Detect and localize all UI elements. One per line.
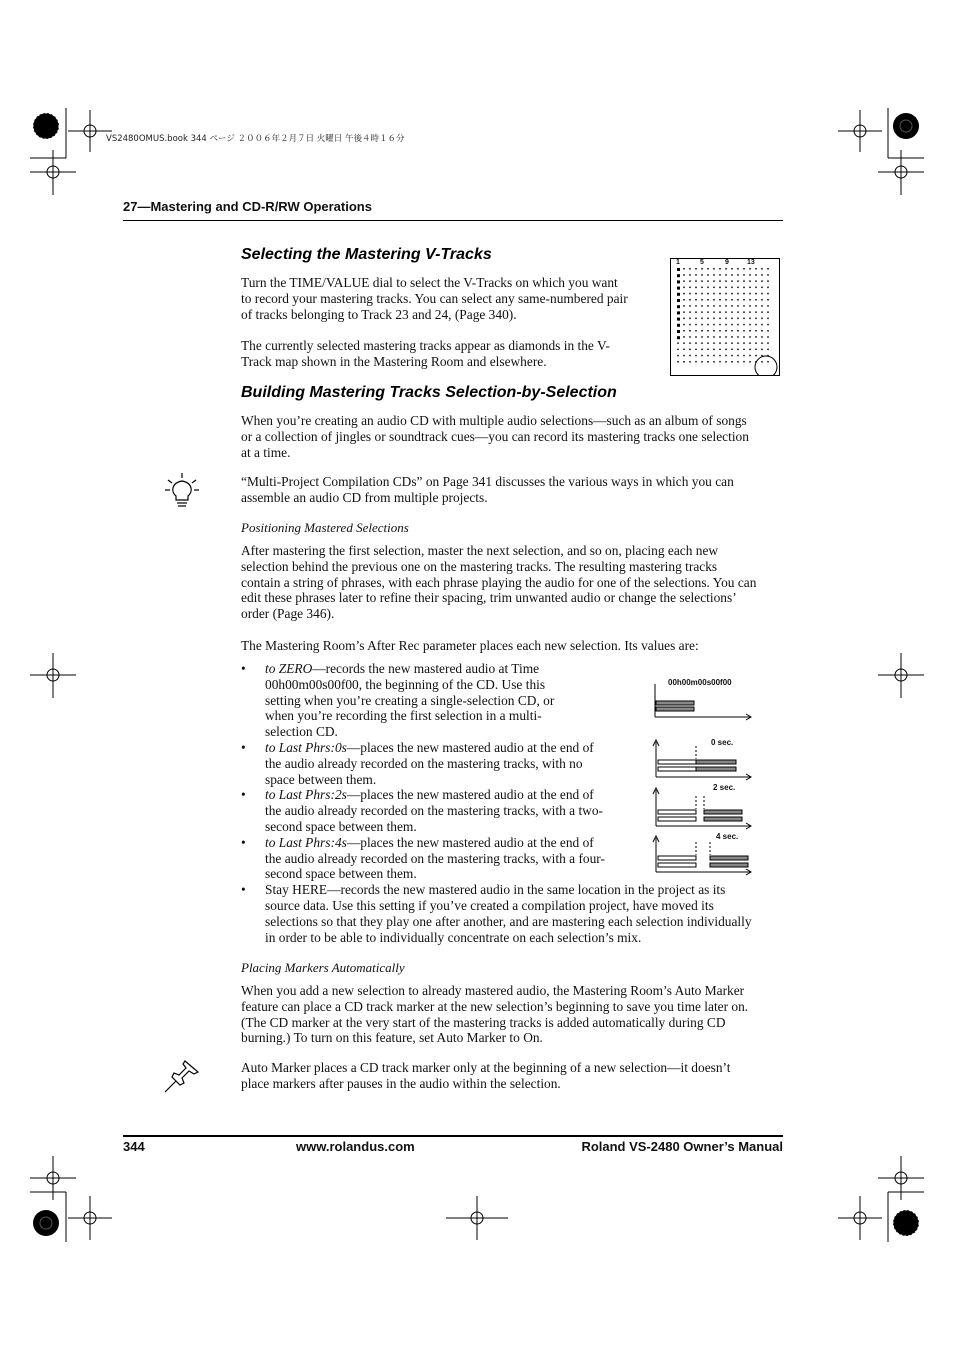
vtrack-cell xyxy=(767,330,769,332)
vtrack-cell xyxy=(689,293,691,295)
vtrack-cell xyxy=(743,305,745,307)
vtrack-cell xyxy=(743,299,745,301)
vtrack-cell xyxy=(707,287,709,289)
vtrack-cell xyxy=(701,349,703,351)
vtrack-cell xyxy=(707,293,709,295)
vtrack-cell xyxy=(719,324,721,326)
vtrack-cell xyxy=(695,299,697,301)
vtrack-cell xyxy=(677,349,679,351)
pushpin-note-icon xyxy=(163,1058,201,1094)
header-rule xyxy=(123,220,783,221)
vtrack-cell xyxy=(683,311,685,313)
list-item: • to ZERO—records the new mastered audio at Time 00h00m00s00f00, the beginning of the CD. Use this setting when you’re creating a single-selection CD, or when you’re recording the first selection in a multi-selection CD. xyxy=(241,661,575,740)
vtrack-cell xyxy=(677,305,680,308)
vtrack-cell xyxy=(707,355,709,357)
vtrack-cell xyxy=(719,336,721,338)
vtrack-cell xyxy=(707,268,709,270)
vtrack-cell xyxy=(695,293,697,295)
vtrack-cell xyxy=(707,311,709,313)
vtrack-cell xyxy=(689,349,691,351)
vtrack-cell xyxy=(725,355,727,357)
section-heading-building: Building Mastering Tracks Selection-by-Selection xyxy=(241,384,617,401)
vtrack-cell xyxy=(677,342,679,344)
vtrack-cell xyxy=(737,361,739,363)
vtrack-cell xyxy=(701,318,703,320)
vtrack-cell xyxy=(701,299,703,301)
vtrack-cell xyxy=(749,324,751,326)
vtrack-cell xyxy=(749,268,751,270)
vtrack-cell xyxy=(743,361,745,363)
note-text: Auto Marker places a CD track marker only at the beginning of a new selection—it doesn’t place markers after pauses in the audio within the selection. xyxy=(241,1060,731,1091)
vtrack-cell xyxy=(743,318,745,320)
vtrack-cell xyxy=(761,274,763,276)
vtrack-cell xyxy=(767,268,769,270)
vtrack-cell xyxy=(701,293,703,295)
vtrack-cell xyxy=(761,268,763,270)
vtrack-cell xyxy=(755,293,757,295)
vtrack-cell xyxy=(749,355,751,357)
vtrack-cell xyxy=(713,293,715,295)
vtrack-cell xyxy=(683,349,685,351)
vtrack-cell xyxy=(761,336,763,338)
footer-rule xyxy=(123,1135,783,1137)
vtrack-col-label: 1 xyxy=(676,259,680,266)
vtrack-cell xyxy=(737,287,739,289)
vtrack-cell xyxy=(677,268,680,271)
vtrack-cell xyxy=(731,311,733,313)
vtrack-cell xyxy=(755,280,757,282)
vtrack-cell xyxy=(713,361,715,363)
vtrack-cell xyxy=(719,318,721,320)
vtrack-cell xyxy=(719,299,721,301)
vtrack-cell xyxy=(749,274,751,276)
list-item: • to Last Phrs:4s—places the new mastered audio at the end of the audio already recorded on the mastering tracks, with a four-second space between them. xyxy=(241,835,605,882)
vtrack-cell xyxy=(695,280,697,282)
vtrack-cell xyxy=(719,287,721,289)
vtrack-cell xyxy=(731,299,733,301)
vtrack-cell xyxy=(719,280,721,282)
section2-para4: When you add a new selection to already mastered audio, the Mastering Room’s Auto Marker feature can place a CD track marker at the new selection’s beginning to save you time later on. (The CD marker at the very start of the mastering tracks is added automatically during CD burning.) To turn on this feature, set Auto Marker to On. xyxy=(241,983,749,1046)
vtrack-cell xyxy=(731,268,733,270)
vtrack-cell xyxy=(767,324,769,326)
vtrack-cell xyxy=(689,318,691,320)
vtrack-cell xyxy=(713,336,715,338)
vtrack-cell xyxy=(743,355,745,357)
vtrack-cell xyxy=(731,280,733,282)
vtrack-cell xyxy=(677,280,680,283)
vtrack-cell xyxy=(749,342,751,344)
vtrack-cell xyxy=(767,287,769,289)
vtrack-cell xyxy=(707,361,709,363)
vtrack-cell xyxy=(695,349,697,351)
list-item: • Stay HERE—records the new mastered audio in the same location in the project as its source data. Use this setting if you’ve created a compilation project, have moved its selections so that they play one after another, and are mastering each selection individually in order to be able to individually concentrate on each selection’s mix. xyxy=(241,882,757,945)
page-number: 344 xyxy=(123,1139,145,1154)
vtrack-cell xyxy=(743,336,745,338)
vtrack-cell xyxy=(689,311,691,313)
diagram-label-0sec: 0 sec. xyxy=(711,738,734,747)
vtrack-map-grid xyxy=(671,259,779,375)
vtrack-cell xyxy=(683,293,685,295)
vtrack-cell xyxy=(761,349,763,351)
vtrack-cell xyxy=(731,293,733,295)
vtrack-cell xyxy=(737,280,739,282)
vtrack-cell xyxy=(737,274,739,276)
vtrack-cell xyxy=(689,324,691,326)
vtrack-cell xyxy=(749,311,751,313)
vtrack-cell xyxy=(737,342,739,344)
vtrack-cell xyxy=(755,355,757,357)
vtrack-cell xyxy=(737,268,739,270)
section2-para2: After mastering the first selection, master the next selection, and so on, placing each new selection behind the previous one on the mastering tracks. The resulting mastering tracks contain a string of phrases, with each phrase playing the audio for one of the selections. You can edit these phrases later to refine their spacing, trim unwanted audio or change the selections’ order (Page 346). xyxy=(241,543,757,622)
vtrack-cell xyxy=(755,349,757,351)
section2-para3: The Mastering Room’s After Rec parameter places each new selection. Its values are: xyxy=(241,638,699,653)
section1-para1: Turn the TIME/VALUE dial to select the V-Tracks on which you want to record your mastering tracks. You can select any same-numbered pair of tracks belonging to Track 23 and 24, (Page 340). xyxy=(241,275,628,322)
vtrack-cell xyxy=(761,361,763,363)
vtrack-cell xyxy=(743,293,745,295)
vtrack-cell xyxy=(677,287,680,290)
vtrack-cell xyxy=(725,305,727,307)
subhead-placing-markers: Placing Markers Automatically xyxy=(241,960,405,975)
vtrack-cell xyxy=(731,324,733,326)
vtrack-col-label: 5 xyxy=(700,259,704,266)
vtrack-cell xyxy=(761,324,763,326)
vtrack-cell xyxy=(725,336,727,338)
vtrack-cell xyxy=(749,336,751,338)
vtrack-cell xyxy=(719,293,721,295)
vtrack-cell xyxy=(707,318,709,320)
vtrack-cell xyxy=(767,299,769,301)
vtrack-cell xyxy=(695,305,697,307)
vtrack-cell xyxy=(731,287,733,289)
vtrack-cell xyxy=(695,287,697,289)
vtrack-cell xyxy=(725,299,727,301)
vtrack-cell xyxy=(701,311,703,313)
vtrack-cell xyxy=(761,318,763,320)
vtrack-cell xyxy=(743,311,745,313)
vtrack-cell xyxy=(737,330,739,332)
vtrack-cell xyxy=(719,274,721,276)
vtrack-col-label: 13 xyxy=(747,259,755,266)
vtrack-cell xyxy=(701,330,703,332)
vtrack-cell xyxy=(767,318,769,320)
vtrack-cell xyxy=(755,336,757,338)
section2-para1: When you’re creating an audio CD with multiple audio selections—such as an album of songs or a collection of jingles or soundtrack cues—you can record its mastering tracks one selection at a time. xyxy=(241,413,749,460)
vtrack-cell xyxy=(701,361,703,363)
vtrack-cell xyxy=(683,336,685,338)
vtrack-cell xyxy=(683,318,685,320)
vtrack-cell xyxy=(737,305,739,307)
vtrack-cell xyxy=(725,330,727,332)
vtrack-cell xyxy=(713,280,715,282)
vtrack-cell xyxy=(749,293,751,295)
vtrack-cell xyxy=(767,349,769,351)
vtrack-cell xyxy=(731,305,733,307)
vtrack-cell xyxy=(749,287,751,289)
vtrack-cell xyxy=(755,305,757,307)
vtrack-cell xyxy=(683,342,685,344)
vtrack-cell xyxy=(689,361,691,363)
vtrack-cell xyxy=(749,299,751,301)
vtrack-cell xyxy=(695,355,697,357)
vtrack-cell xyxy=(719,349,721,351)
vtrack-cell xyxy=(689,342,691,344)
vtrack-cell xyxy=(701,336,703,338)
vtrack-cell xyxy=(683,361,685,363)
list-item: • to Last Phrs:0s—places the new mastered audio at the end of the audio already recorded on the mastering tracks, with no space between them. xyxy=(241,740,605,787)
vtrack-cell xyxy=(707,305,709,307)
vtrack-cell xyxy=(749,361,751,363)
vtrack-cell xyxy=(725,324,727,326)
section-heading-selecting: Selecting the Mastering V-Tracks xyxy=(241,246,492,263)
section1-para2: The currently selected mastering tracks appear as diamonds in the V-Track map shown in the Mastering Room and elsewhere. xyxy=(241,338,610,369)
vtrack-cell xyxy=(707,280,709,282)
vtrack-cell xyxy=(755,330,757,332)
vtrack-cell xyxy=(731,330,733,332)
vtrack-cell xyxy=(683,268,685,270)
vtrack-cell xyxy=(737,318,739,320)
vtrack-cell xyxy=(767,361,769,363)
vtrack-cell xyxy=(767,293,769,295)
vtrack-cell xyxy=(761,342,763,344)
vtrack-cell xyxy=(737,324,739,326)
vtrack-cell xyxy=(707,324,709,326)
vtrack-cell xyxy=(713,287,715,289)
vtrack-cell xyxy=(719,311,721,313)
list-item: • to Last Phrs:2s—places the new mastered audio at the end of the audio already recorded on the mastering tracks, with a two-second space between them. xyxy=(241,787,605,834)
vtrack-cell xyxy=(713,311,715,313)
vtrack-cell xyxy=(695,330,697,332)
vtrack-cell xyxy=(707,299,709,301)
vtrack-cell xyxy=(737,355,739,357)
vtrack-cell xyxy=(749,280,751,282)
vtrack-cell xyxy=(689,280,691,282)
vtrack-cell xyxy=(743,349,745,351)
vtrack-cell xyxy=(719,330,721,332)
vtrack-cell xyxy=(761,330,763,332)
vtrack-cell xyxy=(677,355,679,357)
vtrack-cell xyxy=(713,268,715,270)
vtrack-cell xyxy=(683,299,685,301)
vtrack-cell xyxy=(755,287,757,289)
lightbulb-tip-icon xyxy=(165,472,199,510)
running-head: 27—Mastering and CD-R/RW Operations xyxy=(123,199,372,214)
vtrack-cell xyxy=(683,324,685,326)
vtrack-cell xyxy=(743,330,745,332)
vtrack-cell xyxy=(677,293,680,296)
vtrack-cell xyxy=(767,311,769,313)
vtrack-cell xyxy=(761,305,763,307)
vtrack-cell xyxy=(695,268,697,270)
diagram-label-zero: 00h00m00s00f00 xyxy=(668,678,732,687)
vtrack-cell xyxy=(701,268,703,270)
vtrack-cell xyxy=(701,324,703,326)
vtrack-cell xyxy=(689,299,691,301)
vtrack-cell xyxy=(755,311,757,313)
vtrack-cell xyxy=(677,336,680,339)
vtrack-cell xyxy=(755,268,757,270)
vtrack-cell xyxy=(725,349,727,351)
vtrack-cell xyxy=(695,274,697,276)
vtrack-cell xyxy=(695,361,697,363)
after-rec-diagrams xyxy=(650,672,760,882)
vtrack-cell xyxy=(755,342,757,344)
vtrack-cell xyxy=(695,342,697,344)
vtrack-cell xyxy=(683,287,685,289)
vtrack-cell xyxy=(755,274,757,276)
vtrack-cell xyxy=(701,287,703,289)
vtrack-cell xyxy=(683,280,685,282)
vtrack-cell xyxy=(695,324,697,326)
file-header: VS2480OMUS.book 344 ページ ２００６年２月７日 火曜日 午後４時１６分 xyxy=(106,134,405,144)
vtrack-cell xyxy=(677,318,680,321)
vtrack-cell xyxy=(689,305,691,307)
vtrack-cell xyxy=(743,268,745,270)
vtrack-cell xyxy=(701,274,703,276)
vtrack-cell xyxy=(731,355,733,357)
vtrack-cell xyxy=(755,299,757,301)
vtrack-cell xyxy=(719,361,721,363)
vtrack-cell xyxy=(713,274,715,276)
vtrack-cell xyxy=(713,342,715,344)
vtrack-cell xyxy=(737,336,739,338)
vtrack-cell xyxy=(761,311,763,313)
footer-url: www.rolandus.com xyxy=(296,1139,415,1154)
vtrack-cell xyxy=(713,305,715,307)
vtrack-cell xyxy=(725,287,727,289)
vtrack-cell xyxy=(689,330,691,332)
vtrack-cell xyxy=(725,311,727,313)
vtrack-cell xyxy=(731,274,733,276)
vtrack-cell xyxy=(731,349,733,351)
vtrack-cell xyxy=(725,293,727,295)
vtrack-cell xyxy=(761,293,763,295)
vtrack-cell xyxy=(677,311,680,314)
vtrack-cell xyxy=(707,330,709,332)
vtrack-cell xyxy=(683,330,685,332)
diagram-label-4sec: 4 sec. xyxy=(716,832,739,841)
selected-diamond-highlight xyxy=(755,356,777,375)
vtrack-cell xyxy=(677,324,680,327)
vtrack-cell xyxy=(707,342,709,344)
vtrack-cell xyxy=(737,299,739,301)
vtrack-cell xyxy=(749,305,751,307)
vtrack-cell xyxy=(683,274,685,276)
vtrack-cell xyxy=(767,280,769,282)
vtrack-cell xyxy=(713,299,715,301)
vtrack-cell xyxy=(707,349,709,351)
vtrack-cell xyxy=(701,355,703,357)
vtrack-cell xyxy=(677,330,680,333)
vtrack-cell xyxy=(755,324,757,326)
vtrack-cell xyxy=(689,274,691,276)
vtrack-cell xyxy=(713,318,715,320)
diagram-label-2sec: 2 sec. xyxy=(713,783,736,792)
vtrack-cell xyxy=(725,274,727,276)
vtrack-cell xyxy=(719,355,721,357)
vtrack-cell xyxy=(725,318,727,320)
vtrack-cell xyxy=(749,330,751,332)
vtrack-cell xyxy=(701,280,703,282)
vtrack-cell xyxy=(713,355,715,357)
tip-text: “Multi-Project Compilation CDs” on Page 341 discusses the various ways in which you can assemble an audio CD from multiple projects. xyxy=(241,474,734,505)
vtrack-cell xyxy=(701,342,703,344)
vtrack-cell xyxy=(767,342,769,344)
vtrack-cell xyxy=(677,274,680,277)
vtrack-cell xyxy=(707,336,709,338)
vtrack-cell xyxy=(695,318,697,320)
vtrack-cell xyxy=(683,355,685,357)
vtrack-cell xyxy=(719,342,721,344)
vtrack-cell xyxy=(689,287,691,289)
vtrack-cell xyxy=(737,293,739,295)
vtrack-cell xyxy=(695,336,697,338)
vtrack-cell xyxy=(725,342,727,344)
vtrack-cell xyxy=(695,311,697,313)
vtrack-cell xyxy=(767,336,769,338)
vtrack-cell xyxy=(761,299,763,301)
vtrack-cell xyxy=(731,336,733,338)
vtrack-cell xyxy=(737,349,739,351)
vtrack-cell xyxy=(743,324,745,326)
vtrack-cell xyxy=(731,342,733,344)
vtrack-cell xyxy=(713,349,715,351)
vtrack-cell xyxy=(677,299,680,302)
vtrack-cell xyxy=(731,361,733,363)
vtrack-cell xyxy=(683,305,685,307)
vtrack-cell xyxy=(731,318,733,320)
vtrack-cell xyxy=(677,361,679,363)
vtrack-cell xyxy=(737,311,739,313)
vtrack-cell xyxy=(713,324,715,326)
vtrack-cell xyxy=(725,361,727,363)
vtrack-map-figure xyxy=(670,258,780,376)
vtrack-cell xyxy=(725,268,727,270)
vtrack-cell xyxy=(761,280,763,282)
vtrack-cell xyxy=(689,336,691,338)
vtrack-cell xyxy=(707,274,709,276)
vtrack-col-label: 9 xyxy=(725,259,729,266)
vtrack-cell xyxy=(755,318,757,320)
vtrack-cell xyxy=(725,280,727,282)
footer-manual-title: Roland VS-2480 Owner’s Manual xyxy=(581,1139,783,1154)
vtrack-cell xyxy=(767,305,769,307)
vtrack-cell xyxy=(689,268,691,270)
vtrack-cell xyxy=(743,342,745,344)
vtrack-cell xyxy=(767,274,769,276)
vtrack-cell xyxy=(719,268,721,270)
subhead-positioning: Positioning Mastered Selections xyxy=(241,520,409,535)
vtrack-cell xyxy=(743,274,745,276)
vtrack-cell xyxy=(701,305,703,307)
vtrack-cell xyxy=(689,355,691,357)
vtrack-cell xyxy=(713,330,715,332)
vtrack-cell xyxy=(749,318,751,320)
vtrack-cell xyxy=(761,287,763,289)
vtrack-cell xyxy=(749,349,751,351)
vtrack-cell xyxy=(743,287,745,289)
vtrack-cell xyxy=(719,305,721,307)
vtrack-cell xyxy=(743,280,745,282)
